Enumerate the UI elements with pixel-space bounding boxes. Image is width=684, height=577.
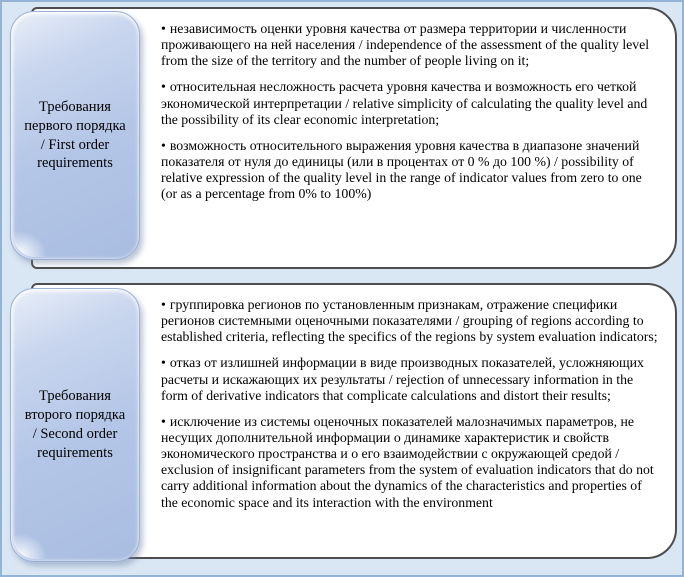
- bullet-icon: •: [161, 413, 166, 429]
- bullet-item: [161, 297, 661, 345]
- bullet-item: [161, 21, 661, 69]
- bullet-text: исключение из системы оценочных показателей малозначимых параметров, не несущих дополнительной информации о динамике характеристик и свойств экономического пространства и о его взаимодействии с окружающей средой / exclusion of insignificant parameters from the system of evaluation indicators that do not carry additional information about the dynamics of the characteristics and properties of the economic space and its interaction with the environment: [161, 413, 654, 510]
- bullet-icon: •: [161, 79, 166, 95]
- bullet-icon: •: [161, 137, 166, 153]
- bullet-icon: •: [161, 21, 166, 36]
- bullet-item: [161, 355, 661, 403]
- bullet-item: [161, 414, 661, 511]
- bullet-text: возможность относительного выражения уровня качества в диапазоне значений показателя от нуля до единицы (или в процентах от 0 % до 100 %) / possibility of relative expression of the quality level in the range of indicator values from zero to one (or as a percentage from 0% to 100%): [161, 137, 642, 202]
- first-order-label-box: [10, 11, 140, 260]
- bullet-icon: •: [161, 297, 166, 312]
- second-order-requirements-block: [7, 283, 677, 559]
- second-order-label: Требования второго порядка / Second order requirements: [24, 388, 126, 461]
- first-order-label: Требования первого порядка / First order requirements: [24, 98, 126, 172]
- bullet-item: [161, 138, 661, 203]
- first-order-requirements-block: [7, 7, 677, 269]
- bullet-text: отказ от излишней информации в виде производных показателей, усложняющих расчеты и искажающих их результаты / rejection of unnecessary information in the form of derivative indicators that complicate calculations and distort their results;: [161, 355, 644, 403]
- bullet-item: [161, 79, 661, 127]
- bullet-text: относительная несложность расчета уровня качества и возможность его четкой экономической интерпретации / relative simplicity of calculating the quality level and the possibility of its clear economic interpretation;: [161, 79, 648, 127]
- second-order-label-box: [10, 288, 140, 562]
- bullet-text: независимость оценки уровня качества от размера территории и численности проживающего на ней населения / independence of the assessment of the quality level from the size of the territory and the number of people living on it;: [161, 21, 650, 69]
- bullet-text: группировка регионов по установленным признакам, отражение специфики регионов системными оценочными показателями / grouping of regions according to established criteria, reflecting the specifics of the regions by system evaluation indicators;: [161, 297, 658, 345]
- bullet-icon: •: [161, 355, 166, 371]
